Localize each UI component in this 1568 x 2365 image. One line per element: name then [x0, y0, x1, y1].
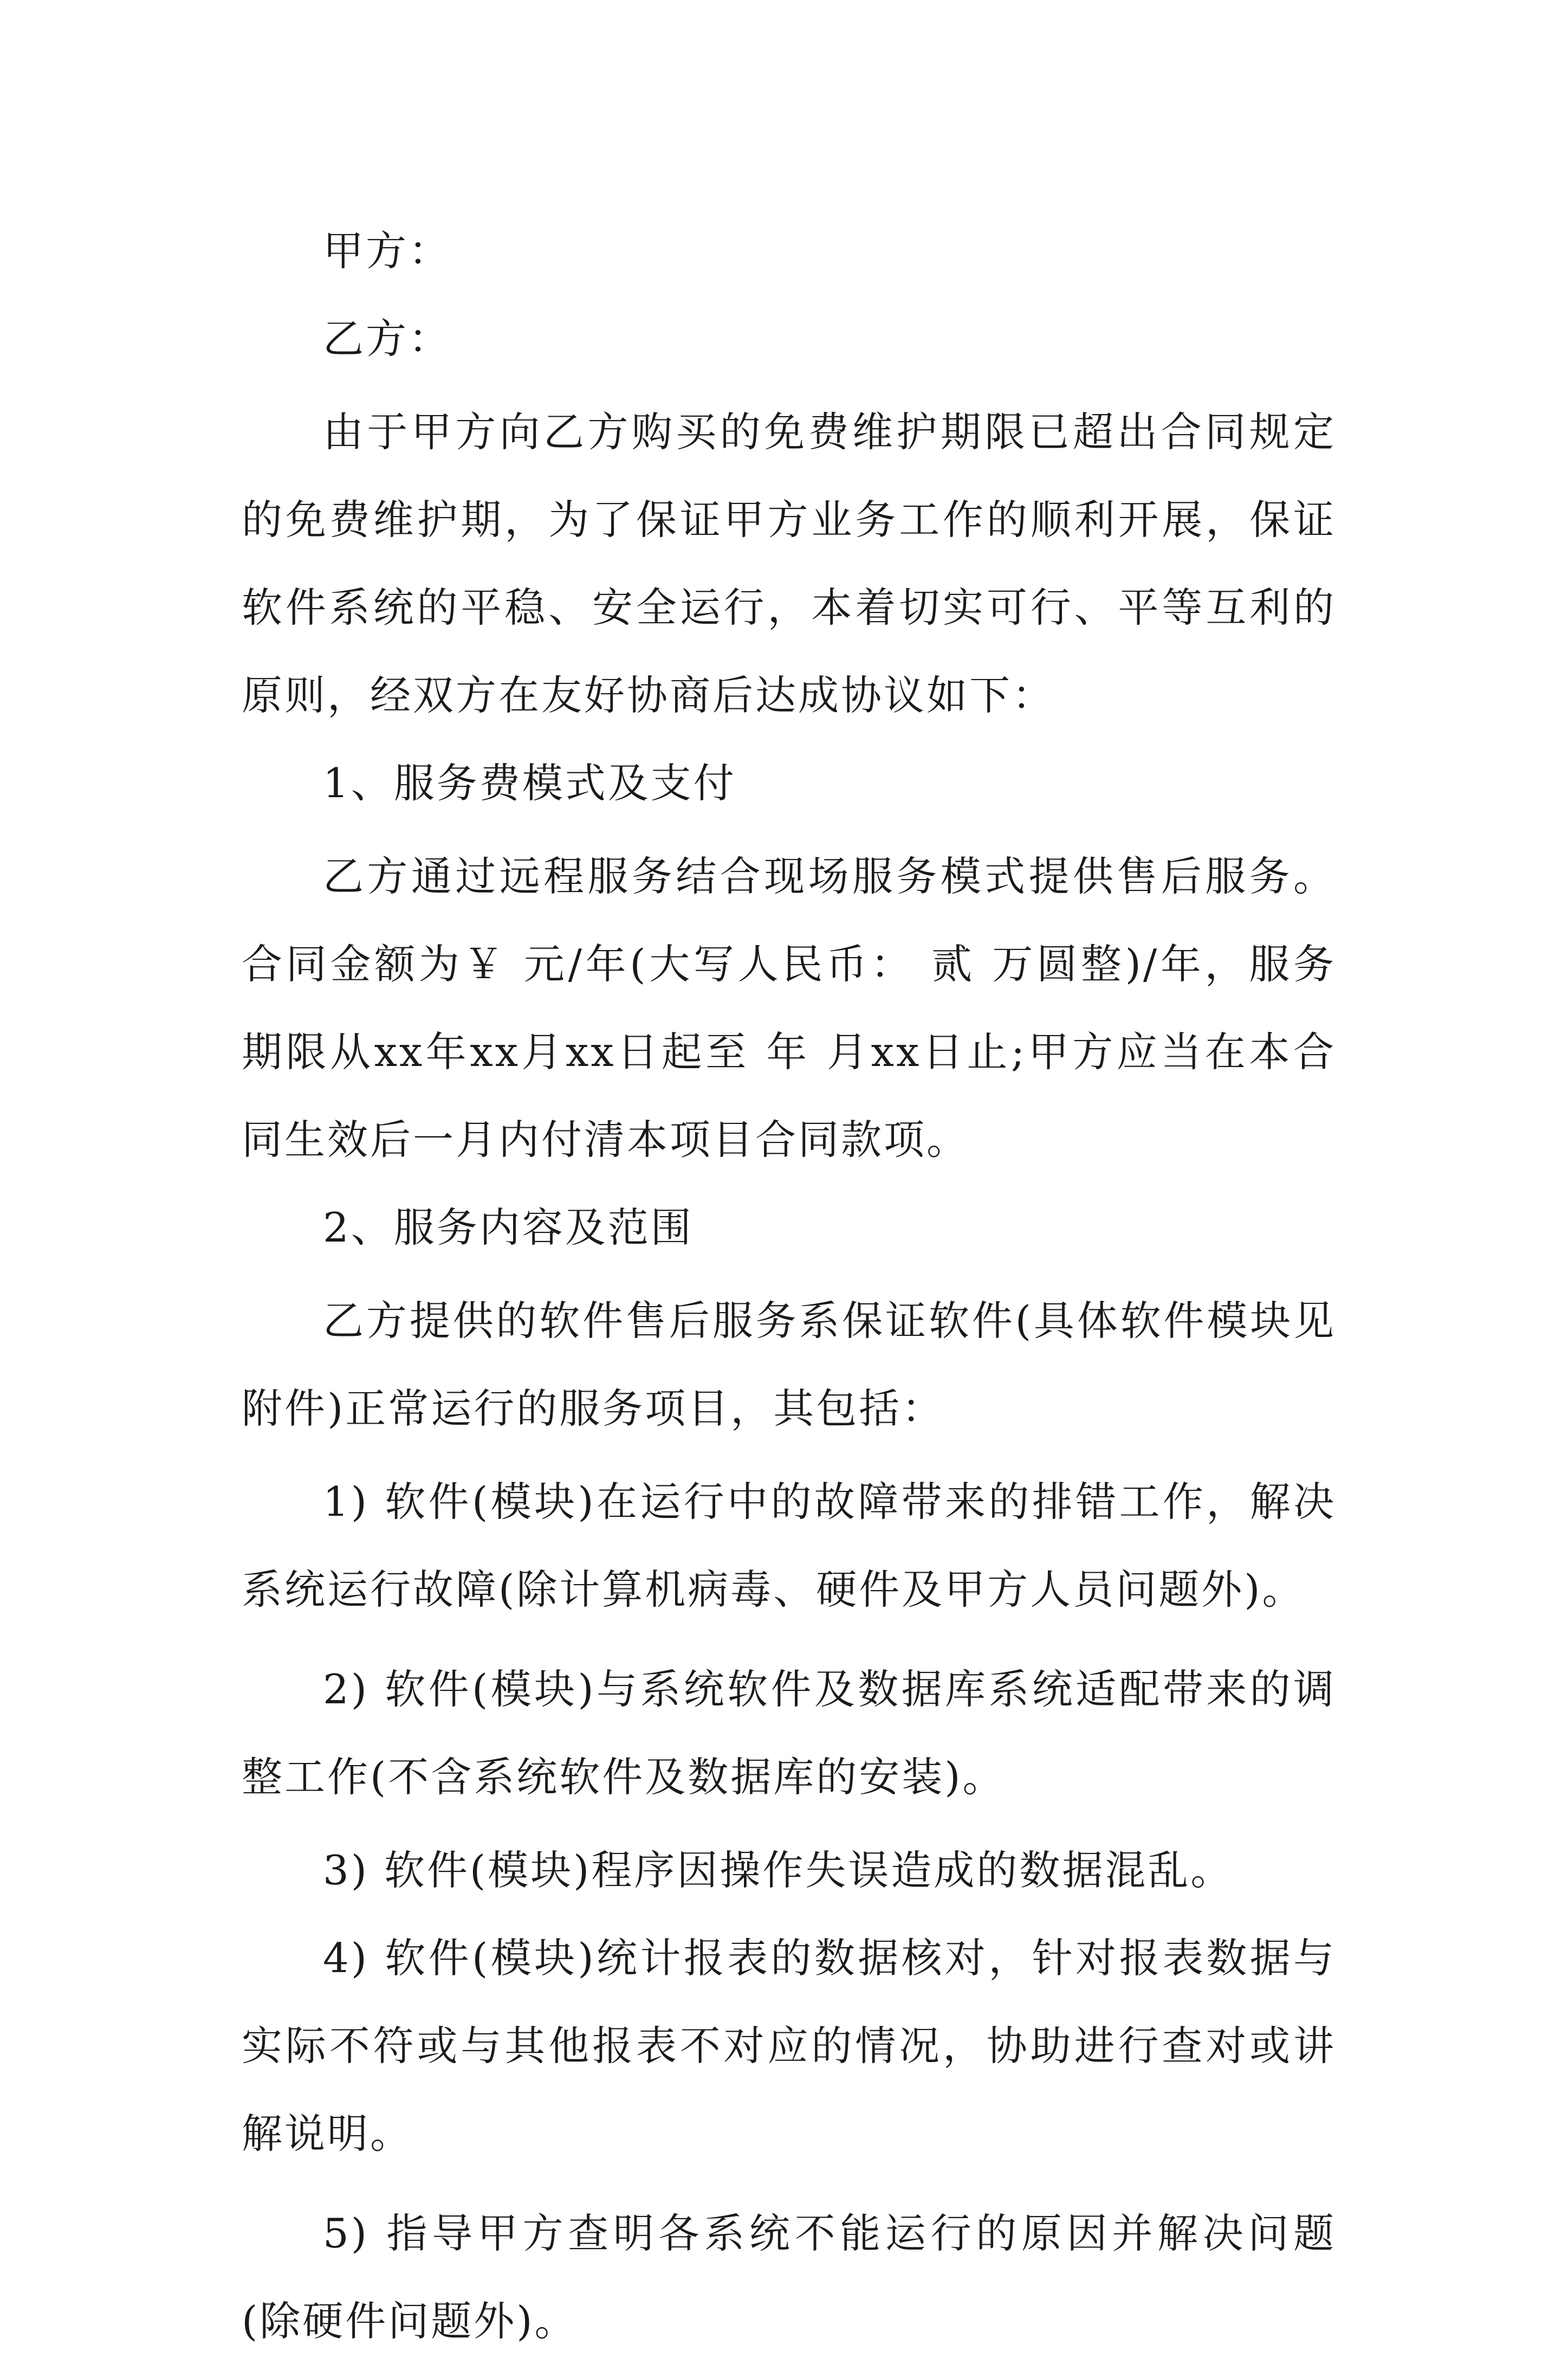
list-item: 5) 指导甲方查明各系统不能运行的原因并解决问题(除硬件问题外)。 — [242, 2209, 1336, 2345]
list-item: 3) 软件(模块)程序因操作失误造成的数据混乱。 — [323, 1846, 1234, 1894]
section-2-body: 乙方提供的软件售后服务系保证软件(具体软件模块见附件)正常运行的服务项目，其包括： — [242, 1297, 1336, 1432]
list-item: 2) 软件(模块)与系统软件及数据库系统适配带来的调整工作(不含系统软件及数据库的安装)。 — [242, 1665, 1336, 1801]
section-2-heading: 2、服务内容及范围 — [323, 1204, 694, 1251]
intro-paragraph: 由于甲方向乙方购买的免费维护期限已超出合同规定的免费维护期，为了保证甲方业务工作的顺利开展，保证软件系统的平稳、安全运行，本着切实可行、平等互利的原则，经双方在友好协商后达成协议如下： — [242, 408, 1336, 719]
document-body — [242, 207, 1336, 2365]
party-a-line: 甲方： — [323, 227, 452, 275]
party-b-line: 乙方： — [323, 315, 452, 363]
list-item: 1) 软件(模块)在运行中的故障带来的排错工作，解决系统运行故障(除计算机病毒、硬件及甲方人员问题外)。 — [242, 1478, 1336, 1613]
section-1-body: 乙方通过远程服务结合现场服务模式提供售后服务。合同金额为￥ 元/年(大写人民币： 贰 万圆整)/年，服务期限从xx年xx月xx日起至 年 月xx日止;甲方应当在本合同生效后一月内付清本项目合同款项。 — [242, 852, 1336, 1164]
list-item: 4) 软件(模块)统计报表的数据核对，针对报表数据与实际不符或与其他报表不对应的情况，协助进行查对或讲解说明。 — [242, 1934, 1336, 2157]
section-1-heading: 1、服务费模式及支付 — [323, 759, 736, 807]
